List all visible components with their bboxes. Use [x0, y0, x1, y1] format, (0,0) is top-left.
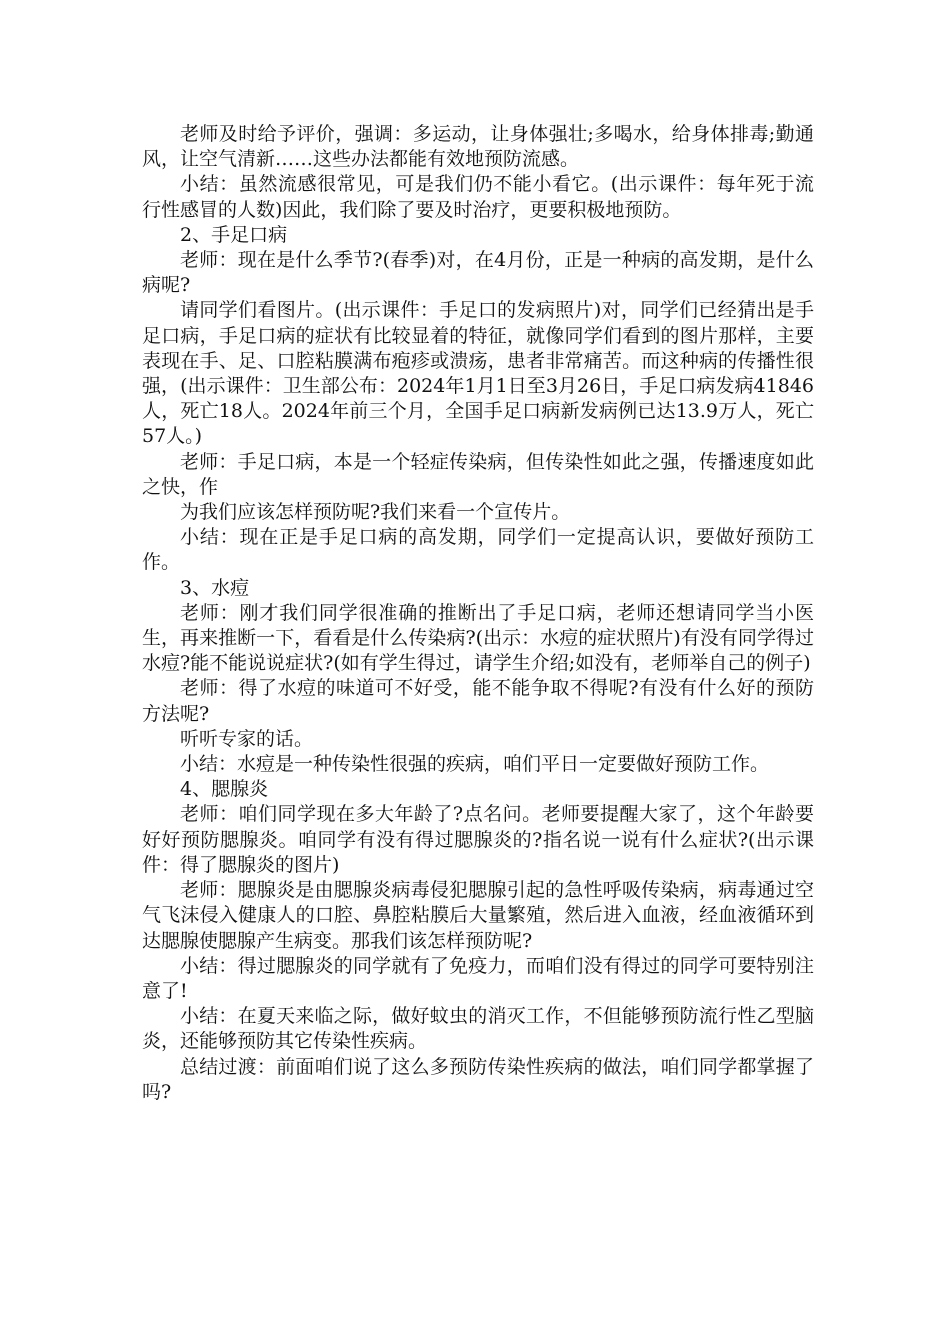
paragraph: 为我们应该怎样预防呢?我们来看一个宣传片。: [180, 501, 571, 524]
paragraph: 小结：现在正是手足口病的高发期，同学们一定提高认识，要做好预防工作。: [142, 526, 814, 574]
section-heading: 3、水痘: [180, 576, 250, 599]
paragraph: 小结：水痘是一种传染性很强的疾病，咱们平日一定要做好预防工作。: [180, 753, 770, 776]
paragraph: 小结：虽然流感很常见，可是我们仍不能小看它。(出示课件：每年死于流行性感冒的人数)因此，我们除了要及时治疗，更要积极地预防。: [142, 173, 814, 221]
paragraph: 总结过渡：前面咱们说了这么多预防传染性疾病的做法，咱们同学都掌握了吗?: [142, 1055, 814, 1103]
paragraph: 老师：刚才我们同学很准确的推断出了手足口病，老师还想请同学当小医生，再来推断一下，看看是什么传染病?(出示：水痘的症状照片)有没有同学得过水痘?能不能说说症状?(如有学生得过，请学生介绍;如没有，老师举自己的例子): [142, 601, 814, 675]
paragraph: 老师：咱们同学现在多大年龄了?点名问。老师要提醒大家了，这个年龄要好好预防腮腺炎。咱同学有没有得过腮腺炎的?指名说一说有什么症状?(出示课件：得了腮腺炎的图片): [142, 803, 814, 876]
paragraph: 老师：现在是什么季节?(春季)对，在4月份，正是一种病的高发期，是什么病呢?: [142, 249, 814, 297]
section-heading: 4、腮腺炎: [180, 778, 269, 801]
section-heading: 2、手足口病: [180, 223, 288, 246]
paragraph: 老师及时给予评价，强调：多运动，让身体强壮;多喝水，给身体排毒;勤通风，让空气清新……这些办法都能有效地预防流感。: [142, 123, 814, 171]
document-page: [142, 122, 814, 1105]
paragraph: 小结：在夏天来临之际，做好蚊虫的消灭工作，不但能够预防流行性乙型脑炎，还能够预防其它传染性疾病。: [142, 1005, 814, 1053]
paragraph: 老师：腮腺炎是由腮腺炎病毒侵犯腮腺引起的急性呼吸传染病，病毒通过空气飞沫侵入健康人的口腔、鼻腔粘膜后大量繁殖，然后进入血液，经血液循环到达腮腺使腮腺产生病变。那我们该怎样预防呢?: [142, 879, 814, 952]
paragraph: 听听专家的话。: [180, 727, 314, 750]
paragraph: 老师：手足口病，本是一个轻症传染病，但传染性如此之强，传播速度如此之快，作: [142, 450, 814, 498]
paragraph: 小结：得过腮腺炎的同学就有了免疫力，而咱们没有得过的同学可要特别注意了!: [142, 954, 814, 1002]
paragraph: 老师：得了水痘的味道可不好受，能不能争取不得呢?有没有什么好的预防方法呢?: [142, 677, 814, 725]
paragraph: 请同学们看图片。(出示课件：手足口的发病照片)对，同学们已经猜出是手足口病，手足口病的症状有比较显着的特征，就像同学们看到的图片那样，主要表现在手、足、口腔粘膜满布疱疹或溃疡，患者非常痛苦。而这种病的传播性很强，(出示课件：卫生部公布：2024年1月1日至3月26日，手足口病发病41846人，死亡18人。2024年前三个月，全国手足口病新发病例已达13.9万人，死亡57人。): [142, 299, 814, 448]
